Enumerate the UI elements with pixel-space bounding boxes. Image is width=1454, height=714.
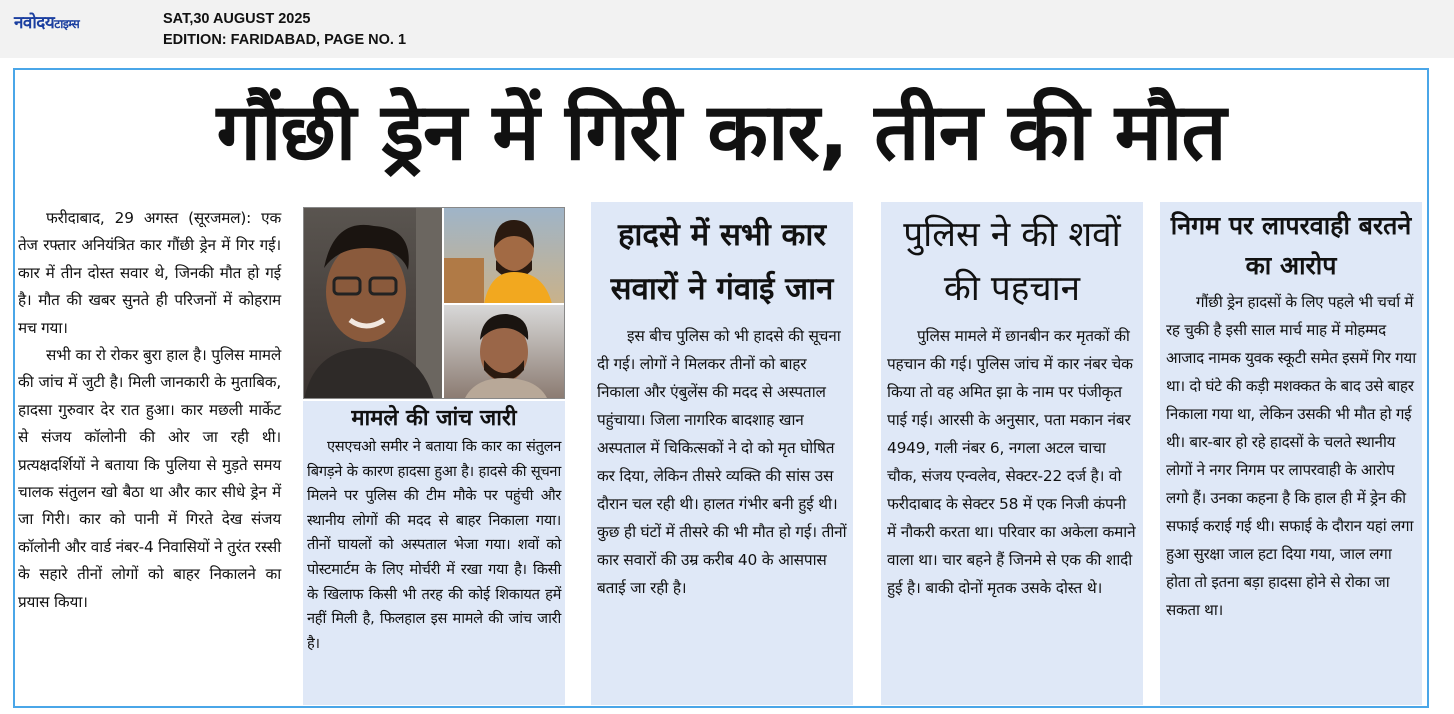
occupants-section [591,202,853,705]
identification-heading: पुलिस ने की शवों की पहचान [903,215,1121,309]
negligence-heading: निगम पर लापरवाही बरतने का आरोप [1170,211,1412,280]
article-headline: गौंछी ड्रेन में गिरी कार, तीन की मौत [216,86,1226,178]
logo-sub-text: टाइम्स [54,17,80,31]
investigation-heading: मामले की जांच जारी [351,406,517,431]
negligence-section [1160,202,1422,705]
logo-main-text: नवोदय [14,13,55,33]
victims-photo-graphic [304,208,565,399]
lead-paragraph-1: फरीदाबाद, 29 अगस्त (सूरजमल): एक तेज रफ्तार अनियंत्रित कार गौंछी ड्रेन में गिर गई। कार में तीन दोस्त सवार थे, जिनकी मौत हो गई है। मौत की खबर सुनते ही परिजनों में कोहराम मच गया। [18,209,281,337]
publication-logo [14,10,79,33]
issue-date: SAT,30 AUGUST 2025 [163,11,311,27]
masthead-bar [0,0,1454,58]
article-clipping [13,68,1429,708]
lead-paragraph-2: सभी का रो रोकर बुरा हाल है। पुलिस मामले की जांच में जुटी है। मिली जानकारी के मुताबिक, हादसा गुरुवार देर रात हुआ। कार मछली मार्केट से संजय कॉलोनी की ओर जा रही थी। प्रत्यक्षदर्शियों ने बताया कि पुलिया से मुड़ते समय चालक संतुलन खो बैठा था और कार सीधे ड्रेन में जा गिरी। कार को पानी में गिरते देख संजय कॉलोनी और वार्ड नंबर-4 निवासियों ने तुरंत रस्सी के सहारे तीनों लोगों को बाहर निकालने का प्रयास किया। [18,346,281,611]
occupants-body: इस बीच पुलिस को भी हादसे की सूचना दी गई। लोगों ने मिलकर तीनों को बाहर निकाला और एंबुलेंस की मदद से अस्पताल पहुंचाया। जिला नागरिक बादशाह खान अस्पताल में चिकित्सकों ने दो को मृत घोषित कर दिया, लेकिन तीसरे व्यक्ति की सांस उस दौरान चल रही थी। हालत गंभीर बनी हुई थी। कुछ ही घंटों में तीसरे की भी मौत हो गई। तीनों कार सवारों की उम्र करीब 40 के आसपास बताई जा रही है। [597,327,847,597]
identification-body: पुलिस मामले में छानबीन कर मृतकों की पहचान की गई। पुलिस जांच में कार नंबर चेक किया तो वह अमित झा के नाम पर पंजीकृत पाई गई। आरसी के अनुसार, पता मकान नंबर 4949, गली नंबर 6, नगला अटल चाचा चौक, संजय एन्वलेव, सेक्टर-22 दर्ज है। वो फरीदाबाद के सेक्टर 58 में एक निजी कंपनी में नौकरी करता था। परिवार का अकेला कमाने वाला था। चार बहने हैं जिनमे से एक की शादी हुई है। बाकी दोनों मृतक उसके दोस्त थे। [887,327,1136,597]
investigation-box [303,401,565,705]
negligence-body: गौंछी ड्रेन हादसों के लिए पहले भी चर्चा में रह चुकी है इसी साल मार्च माह में मोहम्मद आजाद नामक युवक स्कूटी समेत इसमें गिर गया था। दो घंटे की कड़ी मशक्कत के बाद उसे बाहर निकाला गया था, लेकिन उसकी भी मौत हो गई थी। बार-बार हो रहे हादसों के चलते स्थानीय लोगों ने नगर निगम पर लापरवाही के आरोप लगो हैं। उनका कहना है कि हाल ही में ड्रेन की सफाई कराई गई थी। सफाई के दौरान यहां लगा हुआ सुरक्षा जाल हटा दिया गया, जाल लगा होता तो इतना बड़ा हादसा होने से रोका जा सकता था। [1166,293,1416,619]
victims-photo-collage [303,207,565,399]
lead-column [18,205,281,616]
investigation-body: एसएचओ समीर ने बताया कि कार का संतुलन बिगड़ने के कारण हादसा हुआ है। हादसे की सूचना मिलने पर पुलिस की टीम मौके पर पहुंची और स्थानीय लोगों की मदद से बाहर निकाला गया। तीनों घायलों को अस्पताल भेजा गया। शवों को पोस्टमार्टम के लिए मोर्चरी में रखा गया है। किसी के खिलाफ किसी भी तरह की कोई शिकायत हमें नहीं मिली है, फिलहाल इस मामले की जांच जारी है। [307,438,561,652]
edition-page: EDITION: FARIDABAD, PAGE NO. 1 [163,32,407,48]
edition-info [163,9,406,51]
occupants-heading: हादसे में सभी कार सवारों ने गंवाई जान [610,217,834,307]
identification-section [881,202,1143,705]
